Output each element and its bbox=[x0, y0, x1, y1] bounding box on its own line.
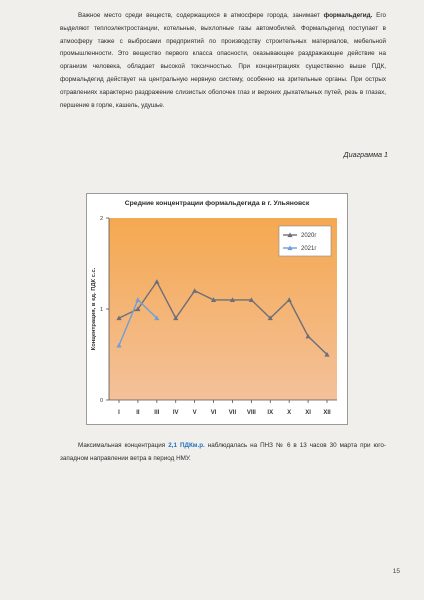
page-number: 15 bbox=[392, 568, 400, 575]
intro-keyword: формальдегид. bbox=[323, 12, 373, 19]
line-chart bbox=[87, 194, 347, 424]
x-tick-label: XI bbox=[305, 410, 311, 416]
x-tick-label: XII bbox=[323, 410, 331, 416]
legend-label: 2021г bbox=[301, 246, 317, 253]
x-tick-label: I bbox=[118, 410, 120, 416]
y-tick-label: 1 bbox=[99, 307, 103, 313]
max-concentration-paragraph bbox=[60, 440, 386, 466]
legend-label: 2020г bbox=[301, 233, 317, 240]
intro-text-rest: Его выделяют теплоэлектростанции, котельные, выхлопные газы автомобилей. Формальдегид поступает в атмосферу также с выбросами предприятий по производству строительных материалов, мебельной промышленности. Это вещество первого класса опасности, оказывающее раздражающее действие на организм человека, обладает высокой токсичностью. При концентрациях существенно выше ПДК, формальдегид действует на центральную нервную систему, особенно на зрительные органы. При острых отравлениях характерно раздражение слизистых оболочек глаз и верхних дыхательных путей, резь в глазах, першение в горле, кашель, удушье. bbox=[60, 12, 386, 109]
max-text-start: Максимальная концентрация bbox=[78, 442, 169, 449]
chart-title: Средние концентрации формальдегида в г. Ульяновск bbox=[124, 200, 310, 207]
x-tick-label: VII bbox=[228, 410, 237, 416]
x-tick-label: IV bbox=[172, 410, 179, 416]
x-tick-label: III bbox=[154, 410, 160, 416]
x-tick-label: II bbox=[136, 410, 140, 416]
max-text-rest: наблюдалась на ПНЗ № 6 в 13 часов 30 марта при юго-западном направлении ветра в период НМУ. bbox=[60, 442, 386, 462]
intro-text-start: Важное место среди веществ, содержащихся в атмосфере города, занимает bbox=[78, 12, 324, 19]
diagram-caption: Диаграмма 1 bbox=[343, 150, 388, 159]
chart-frame bbox=[86, 193, 348, 425]
y-tick-label: 2 bbox=[99, 216, 103, 222]
x-tick-label: V bbox=[192, 410, 197, 416]
y-tick-label: 0 bbox=[99, 398, 103, 404]
intro-paragraph bbox=[60, 10, 386, 112]
x-tick-label: IX bbox=[267, 410, 274, 416]
max-value: 2,1 ПДКм.р. bbox=[168, 442, 205, 449]
x-tick-label: VI bbox=[210, 410, 217, 416]
x-tick-label: X bbox=[287, 410, 292, 416]
x-tick-label: VIII bbox=[246, 410, 256, 416]
y-axis-label: Концентрация, в ед. ПДК с.с. bbox=[91, 267, 97, 351]
